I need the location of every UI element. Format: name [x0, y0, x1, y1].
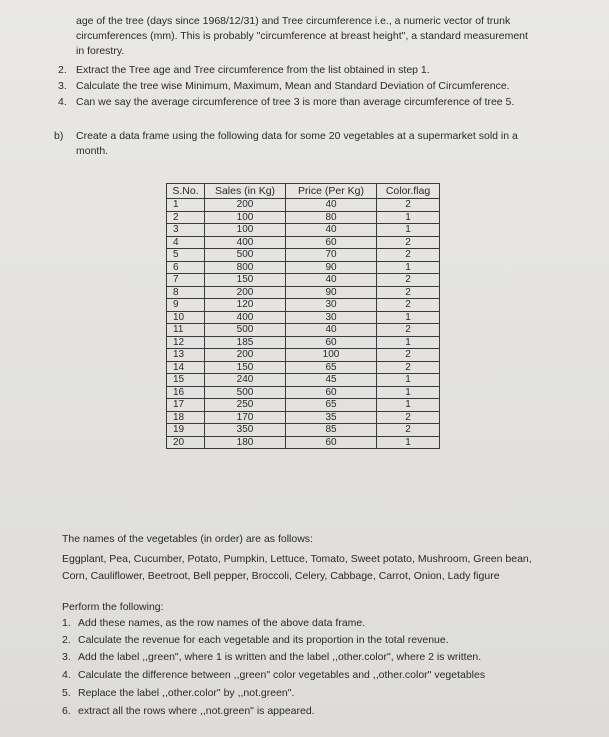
part-b-line-1: Create a data frame using the following data for some 20 vegetables at a supermarket sold in a [76, 130, 518, 142]
intro-line-3: in forestry. [76, 45, 125, 57]
cell-sno: 18 [167, 411, 205, 424]
cell-sales: 200 [205, 199, 286, 212]
cell-sno: 17 [167, 399, 205, 412]
cell-sno: 7 [167, 274, 205, 287]
cell-color-flag: 2 [377, 199, 440, 212]
table-row [167, 211, 440, 224]
veg-intro: The names of the vegetables (in order) are as follows: [62, 533, 313, 545]
perform-title: Perform the following: [62, 601, 164, 613]
task-text: Add the label ,,green", where 1 is written and the label ,,other.color", where 2 is written. [78, 651, 482, 663]
cell-color-flag: 1 [377, 336, 440, 349]
cell-sales: 400 [205, 236, 286, 249]
table-row [167, 224, 440, 237]
cell-sno: 8 [167, 286, 205, 299]
cell-color-flag: 1 [377, 224, 440, 237]
veg-names-line-1: Eggplant, Pea, Cucumber, Potato, Pumpkin, Lettuce, Tomato, Sweet potato, Mushroom, Green bean, [62, 553, 532, 565]
cell-color-flag: 1 [377, 386, 440, 399]
cell-color-flag: 2 [377, 324, 440, 337]
cell-price: 65 [286, 361, 377, 374]
cell-sales: 250 [205, 399, 286, 412]
table-row [167, 336, 440, 349]
cell-color-flag: 2 [377, 349, 440, 362]
cell-price: 80 [286, 211, 377, 224]
cell-sno: 19 [167, 424, 205, 437]
cell-price: 90 [286, 261, 377, 274]
task-text: Add these names, as the row names of the above data frame. [78, 617, 366, 629]
cell-sales: 350 [205, 424, 286, 437]
cell-sales: 100 [205, 211, 286, 224]
step-text: Extract the Tree age and Tree circumference from the list obtained in step 1. [76, 64, 430, 76]
cell-price: 40 [286, 324, 377, 337]
cell-price: 40 [286, 224, 377, 237]
cell-sales: 200 [205, 349, 286, 362]
task-text: Replace the label ,,other.color" by ,,not.green". [78, 687, 295, 699]
step-number: 2. [58, 64, 67, 76]
column-header-price: Price (Per Kg) [286, 184, 377, 199]
cell-sales: 500 [205, 249, 286, 262]
cell-price: 100 [286, 349, 377, 362]
cell-sales: 400 [205, 311, 286, 324]
cell-price: 35 [286, 411, 377, 424]
cell-sno: 13 [167, 349, 205, 362]
task-text: Calculate the difference between ,,green" color vegetables and ,,other.color" vegetables [78, 669, 486, 681]
table-row [167, 436, 440, 449]
table-row [167, 324, 440, 337]
cell-sno: 14 [167, 361, 205, 374]
cell-price: 90 [286, 286, 377, 299]
cell-color-flag: 2 [377, 411, 440, 424]
column-header-color-flag: Color.flag [377, 184, 440, 199]
cell-sno: 12 [167, 336, 205, 349]
cell-price: 60 [286, 386, 377, 399]
cell-color-flag: 2 [377, 274, 440, 287]
cell-sales: 150 [205, 274, 286, 287]
step-number: 3. [58, 80, 67, 92]
table-row [167, 399, 440, 412]
cell-sales: 500 [205, 324, 286, 337]
column-header-sales: Sales (in Kg) [205, 184, 286, 199]
cell-price: 45 [286, 374, 377, 387]
cell-price: 60 [286, 236, 377, 249]
cell-sno: 3 [167, 224, 205, 237]
cell-sales: 150 [205, 361, 286, 374]
cell-sno: 20 [167, 436, 205, 449]
cell-sales: 200 [205, 286, 286, 299]
cell-color-flag: 2 [377, 424, 440, 437]
task-number: 6. [62, 705, 71, 717]
cell-color-flag: 1 [377, 374, 440, 387]
task-number: 1. [62, 617, 71, 629]
cell-color-flag: 2 [377, 236, 440, 249]
intro-line-2: circumferences (mm). This is probably "circumference at breast height", a standard measurement [76, 30, 528, 42]
table-row [167, 361, 440, 374]
cell-sno: 4 [167, 236, 205, 249]
cell-price: 30 [286, 311, 377, 324]
cell-sno: 9 [167, 299, 205, 312]
cell-price: 60 [286, 336, 377, 349]
table-row [167, 249, 440, 262]
table-row [167, 386, 440, 399]
table-row [167, 424, 440, 437]
cell-price: 40 [286, 199, 377, 212]
cell-sales: 800 [205, 261, 286, 274]
cell-sno: 6 [167, 261, 205, 274]
cell-sales: 180 [205, 436, 286, 449]
veg-names-line-2: Corn, Cauliflower, Beetroot, Bell pepper, Broccoli, Celery, Cabbage, Carrot, Onion, Lady figure [62, 570, 500, 582]
cell-sno: 1 [167, 199, 205, 212]
table-row [167, 199, 440, 212]
cell-price: 70 [286, 249, 377, 262]
cell-color-flag: 1 [377, 311, 440, 324]
part-b-line-2: month. [76, 145, 109, 157]
cell-sno: 16 [167, 386, 205, 399]
table-header-row [167, 184, 440, 199]
cell-color-flag: 1 [377, 399, 440, 412]
cell-sales: 120 [205, 299, 286, 312]
table-row [167, 274, 440, 287]
cell-sales: 185 [205, 336, 286, 349]
task-number: 3. [62, 651, 71, 663]
table-row [167, 374, 440, 387]
cell-color-flag: 1 [377, 211, 440, 224]
task-text: Calculate the revenue for each vegetable and its proportion in the total revenue. [78, 634, 449, 646]
cell-sno: 15 [167, 374, 205, 387]
cell-color-flag: 1 [377, 436, 440, 449]
table-row [167, 311, 440, 324]
step-text: Calculate the tree wise Minimum, Maximum, Mean and Standard Deviation of Circumference. [76, 80, 510, 92]
cell-sales: 170 [205, 411, 286, 424]
table-row [167, 286, 440, 299]
intro-line-1: age of the tree (days since 1968/12/31) and Tree circumference i.e., a numeric vector of trunk [76, 15, 511, 27]
table-row [167, 299, 440, 312]
table-row [167, 236, 440, 249]
table-row [167, 411, 440, 424]
cell-color-flag: 2 [377, 361, 440, 374]
task-text: extract all the rows where ,,not.green" is appeared. [78, 705, 315, 717]
cell-price: 30 [286, 299, 377, 312]
cell-sales: 240 [205, 374, 286, 387]
cell-price: 85 [286, 424, 377, 437]
cell-sno: 2 [167, 211, 205, 224]
cell-sno: 10 [167, 311, 205, 324]
cell-color-flag: 2 [377, 299, 440, 312]
cell-color-flag: 2 [377, 249, 440, 262]
cell-color-flag: 2 [377, 286, 440, 299]
task-number: 4. [62, 669, 71, 681]
task-number: 5. [62, 687, 71, 699]
table-row [167, 261, 440, 274]
cell-color-flag: 1 [377, 261, 440, 274]
cell-sno: 5 [167, 249, 205, 262]
cell-price: 60 [286, 436, 377, 449]
cell-price: 65 [286, 399, 377, 412]
step-number: 4. [58, 96, 67, 108]
cell-sales: 500 [205, 386, 286, 399]
cell-sno: 11 [167, 324, 205, 337]
part-b-label: b) [54, 130, 64, 142]
table-row [167, 349, 440, 362]
task-number: 2. [62, 634, 71, 646]
cell-sales: 100 [205, 224, 286, 237]
cell-price: 40 [286, 274, 377, 287]
vegetable-data-table [166, 183, 440, 449]
step-text: Can we say the average circumference of tree 3 is more than average circumference of tree 5. [76, 96, 515, 108]
column-header-sno: S.No. [167, 184, 205, 199]
